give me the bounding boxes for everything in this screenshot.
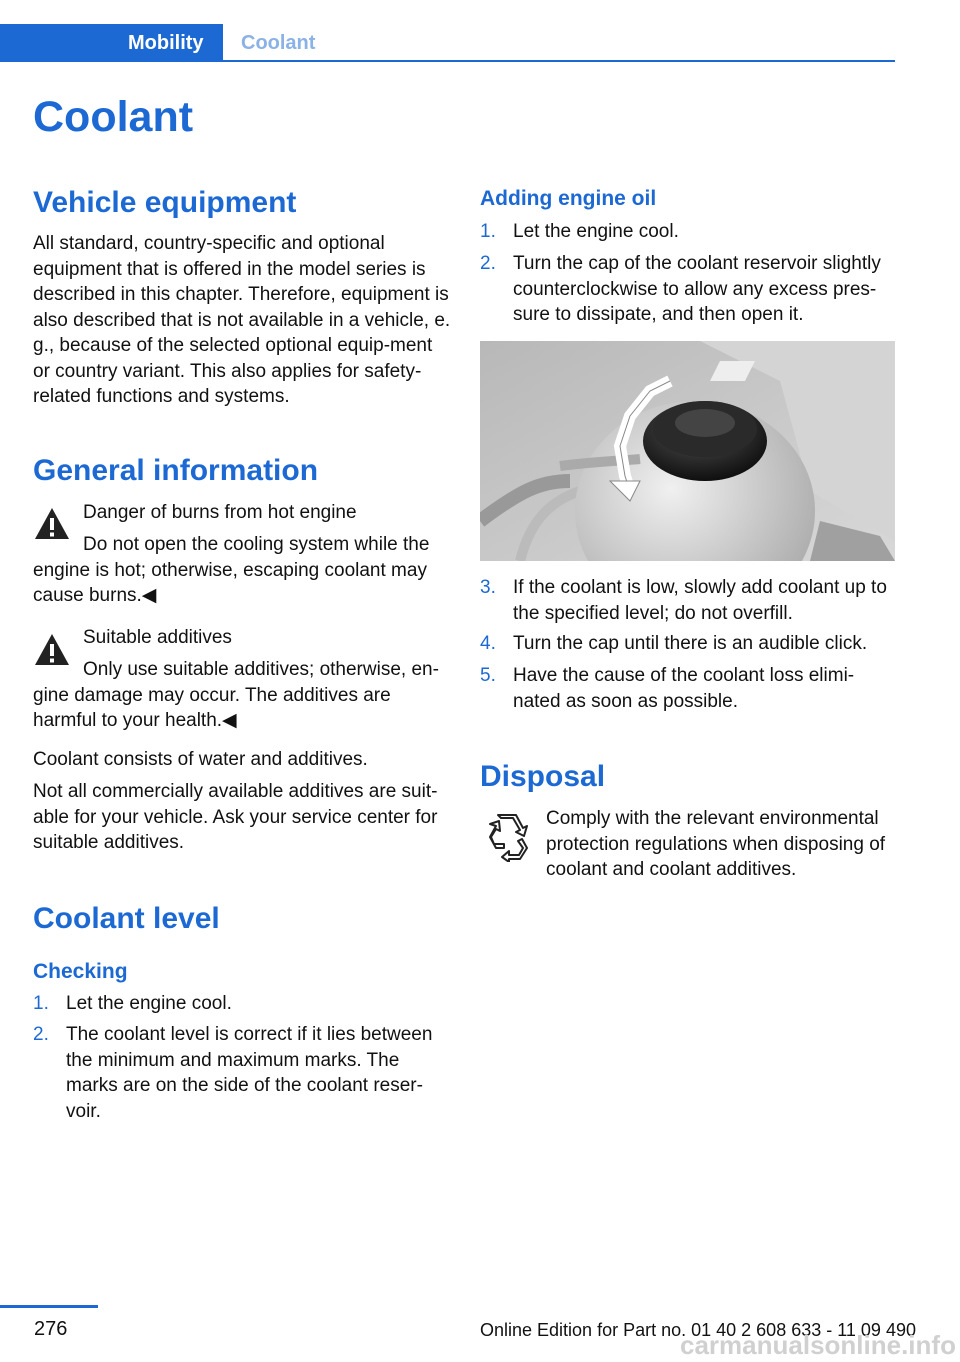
step-number: 1. (480, 221, 496, 242)
heading-coolant-level: Coolant level (33, 902, 220, 935)
coolant-para-2: Not all commercially available additives are suit-able for your vehicle. Ask your service center for suitable additives. (33, 781, 438, 853)
warning1-title: Danger of burns from hot engine (83, 502, 357, 523)
page-title: Coolant (33, 93, 194, 141)
step-text: Turn the cap until there is an audible click. (513, 633, 868, 654)
heading-general-information: General information (33, 454, 319, 487)
watermark: carmanualsonline.info (680, 1330, 956, 1360)
step-number: 3. (480, 577, 496, 598)
step-text: The coolant level is correct if it lies between the minimum and maximum marks. The marks are on the side of the coolant reser-voir. (66, 1024, 433, 1122)
step-text: Let the engine cool. (513, 221, 679, 242)
disposal-text: Comply with the relevant environmental protection regulations when disposing of coolant and coolant additives. (546, 808, 886, 880)
heading-vehicle-equipment: Vehicle equipment (33, 186, 297, 219)
warning2-text: Only use suitable additives; otherwise, en-gine damage may occur. The additives are harmful to your health.◀ (33, 659, 439, 731)
tab-coolant-label: Coolant (241, 32, 316, 54)
step-text: Let the engine cool. (66, 993, 232, 1014)
step-number: 2. (33, 1024, 49, 1045)
footer-edition: Online Edition for Part no. 01 40 2 608 633 - 11 09 490 (480, 1320, 916, 1340)
coolant-para-1: Coolant consists of water and additives. (33, 749, 368, 770)
step-text: If the coolant is low, slowly add coolant up to the specified level; do not overfill. (513, 577, 887, 624)
step-number: 1. (33, 993, 49, 1014)
step-text: Have the cause of the coolant loss elimi-nated as soon as possible. (513, 665, 855, 712)
heading-disposal: Disposal (480, 760, 606, 793)
warning2-title: Suitable additives (83, 627, 232, 648)
step-number: 4. (480, 633, 496, 654)
step-text: Turn the cap of the coolant reservoir slightly counterclockwise to allow any excess pres-sure to dissipate, and then open it. (513, 253, 881, 325)
tab-mobility-label: Mobility (128, 32, 204, 54)
recycling-icon (482, 812, 532, 862)
heading-adding-engine-oil: Adding engine oil (480, 187, 657, 210)
heading-checking: Checking (33, 960, 128, 983)
vehicle-equipment-text: All standard, country-specific and optional equipment that is offered in the model series is described in this chapter. Therefore, equipment is also described that is not available in a vehicle, e. g., because of the selected optional equip-ment or country variant. This also applies for safety-related functions and systems. (33, 233, 451, 407)
tab-coolant[interactable] (223, 24, 343, 60)
step-number: 5. (480, 665, 496, 686)
warning1-text: Do not open the cooling system while the engine is hot; otherwise, escaping coolant may cause burns.◀ (33, 534, 430, 606)
chapter-tabs (0, 24, 895, 62)
tab-mobility[interactable] (0, 24, 223, 62)
footer-rule (0, 1305, 98, 1308)
step-number: 2. (480, 253, 496, 274)
page-number: 276 (34, 1318, 68, 1340)
coolant-reservoir-photo (480, 341, 895, 561)
